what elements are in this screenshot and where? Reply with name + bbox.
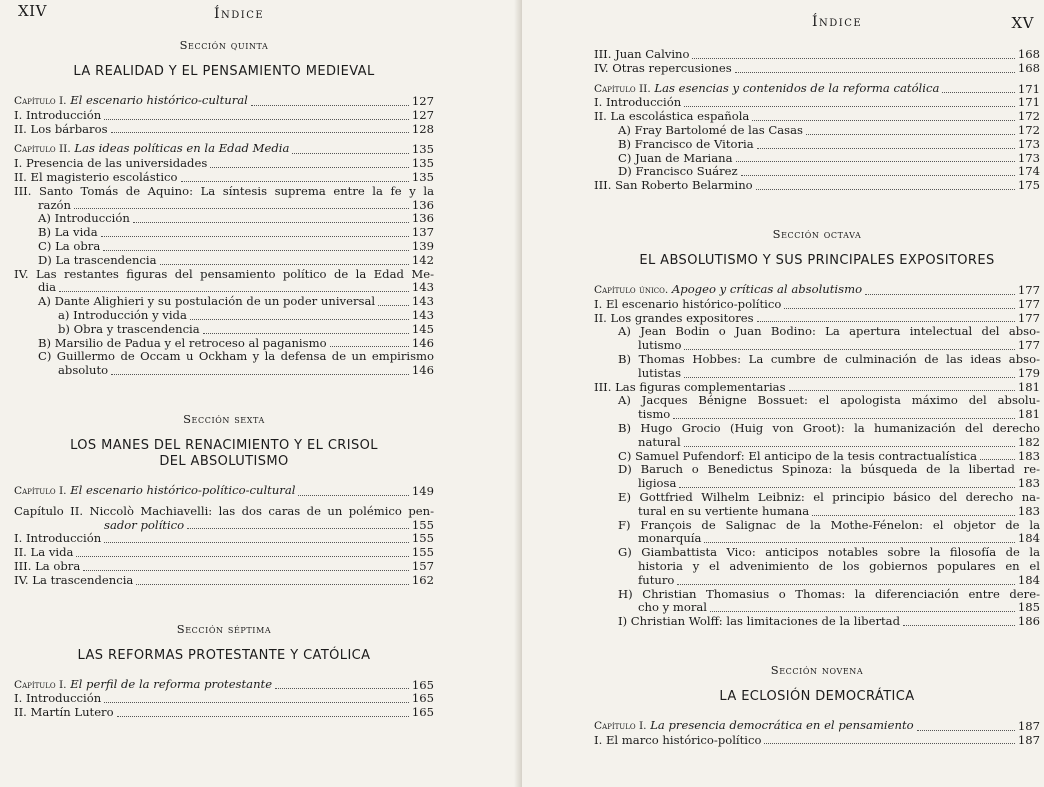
entry-text: D) Baruch o Benedictus Spinoza: la búsqueda de la libertad re-: [618, 462, 1040, 477]
entry-text-continued: tural en su vertiente humana: [638, 503, 810, 518]
toc-entry: [594, 152, 1040, 166]
entry-text: I. Introducción: [14, 107, 102, 122]
page-ref: 165: [411, 677, 434, 692]
entry-text: II. La escolástica española: [594, 109, 750, 124]
entry-text-continued: razón: [38, 197, 72, 212]
entry-text: A) Dante Alighieri y su postulación de un poder universal: [38, 294, 376, 309]
page-ref: 184: [1017, 572, 1040, 587]
toc-entry: [594, 615, 1040, 629]
entry-text: IV. La trascendencia: [14, 572, 134, 587]
entry-text: H) Christian Thomasius o Thomas: la diferenciación entre dere-: [618, 586, 1040, 601]
toc-chapter: [594, 719, 1040, 734]
toc-chapter: [594, 82, 1040, 97]
section-label: Sección sexta: [183, 411, 265, 426]
toc-entry: [14, 254, 434, 268]
entry-text: III. Santo Tomás de Aquino: La síntesis suprema entre la fe y la: [14, 183, 434, 198]
toc-entry: [14, 309, 434, 323]
page-ref: 177: [1017, 310, 1040, 325]
entry-text-continued: natural: [638, 434, 681, 449]
entry-text: III. San Roberto Belarmino: [594, 178, 753, 193]
page-ref: 127: [411, 94, 434, 108]
page-ref: 174: [1017, 164, 1040, 179]
page-ref: 185: [1017, 600, 1040, 615]
page-ref: 128: [411, 121, 434, 136]
chapter-title: El perfil de la reforma protestante: [70, 676, 273, 691]
toc-entry: [594, 450, 1040, 464]
page-number: XIV: [18, 2, 47, 20]
toc-entry: [14, 323, 434, 337]
entry-text: G) Giambattista Vico: anticipos notables sobre la filosofía de la: [618, 545, 1040, 560]
toc-entry: [594, 62, 1040, 76]
toc-entry: [14, 546, 434, 560]
entry-text: A) Jacques Bénigne Bossuet: el apologista máximo del absolu-: [618, 393, 1040, 408]
section-label: Sección novena: [770, 662, 864, 677]
page-ref: 136: [411, 197, 434, 212]
page-ref: 135: [411, 169, 434, 184]
page-number: XV: [1011, 14, 1034, 32]
toc-entry: [14, 560, 434, 574]
page-ref: 146: [411, 363, 434, 378]
page-ref: 136: [411, 211, 434, 226]
entry-text: E) Gottfried Wilhelm Leibniz: el principio básico del derecho na-: [618, 489, 1040, 504]
page-ref: 181: [1017, 379, 1040, 394]
entry-text: III. Juan Calvino: [594, 47, 690, 61]
toc-entry: [14, 532, 434, 546]
entry-text: D) Francisco Suárez: [618, 164, 738, 179]
chapter-label: Capítulo II.: [14, 503, 84, 518]
toc-entry: [594, 519, 1040, 547]
running-head-left: [14, 0, 434, 34]
right-page: [522, 0, 1044, 787]
entry-text-continued: absoluto: [58, 363, 109, 378]
toc-entry: [594, 422, 1040, 450]
entry-text: II. La vida: [14, 545, 74, 560]
page-ref: 182: [1017, 434, 1040, 449]
section-label: Sección séptima: [176, 621, 272, 636]
page-ref: 177: [1017, 282, 1040, 297]
toc-entry: [14, 185, 434, 213]
entry-text: I. El marco histórico-político: [594, 732, 762, 747]
chapter-label: Capítulo II.: [594, 82, 651, 95]
chapter-title: El escenario histórico-cultural: [70, 93, 248, 107]
toc-chapter: [14, 678, 434, 693]
page-ref: 139: [411, 238, 434, 253]
toc-entry: [14, 123, 434, 137]
page-ref: 173: [1017, 136, 1040, 151]
toc-entry: [14, 240, 434, 254]
entry-text-continued: lutismo: [638, 338, 682, 353]
entry-text: I. Introducción: [594, 95, 682, 110]
entry-text: II. El magisterio escolástico: [14, 169, 178, 184]
entry-text: B) Francisco de Vitoria: [618, 136, 754, 151]
chapter-label: Capítulo II.: [14, 143, 71, 156]
entry-text: I. El escenario histórico-político: [594, 296, 782, 311]
page-ref: 187: [1017, 718, 1040, 733]
chapter-label: Capítulo I.: [14, 678, 67, 691]
toc-entry: [14, 212, 434, 226]
toc-entry: [594, 138, 1040, 152]
entry-text: A) Jean Bodin o Juan Bodino: La apertura intelectual del abso-: [618, 324, 1040, 339]
entry-text-continued: ligiosa: [638, 476, 677, 491]
entry-text: III. Las figuras complementarias: [594, 379, 786, 394]
toc-entry: [594, 179, 1040, 193]
section-label: Sección quinta: [179, 38, 269, 52]
toc-entry: [14, 706, 434, 720]
running-head-title: Índice: [214, 6, 265, 22]
page-ref: 145: [411, 321, 434, 336]
chapter-label: Capítulo I.: [14, 95, 67, 107]
page-ref: 184: [1017, 531, 1040, 546]
entry-text: II. Los bárbaros: [14, 121, 108, 136]
entry-text: II. Los grandes expositores: [594, 310, 754, 325]
section-title: LAS REFORMAS PROTESTANTE Y CATÓLICA: [77, 647, 371, 663]
toc-entry: [14, 268, 434, 296]
page-ref: 143: [411, 307, 434, 322]
entry-text: B) Thomas Hobbes: La cumbre de culminación de las ideas abso-: [618, 351, 1040, 366]
toc-entry: [594, 491, 1040, 519]
entry-text: IV. Otras repercusiones: [594, 60, 732, 75]
section-title: [14, 438, 434, 470]
running-head-right: [594, 0, 1040, 34]
toc-entry: [594, 463, 1040, 491]
chapter-title: El escenario histórico-político-cultural: [70, 482, 296, 497]
toc-entry: [14, 337, 434, 351]
toc-chapter: [14, 142, 434, 157]
toc-entry: [14, 295, 434, 309]
toc-entry: [14, 226, 434, 240]
page-ref: 181: [1017, 407, 1040, 422]
toc-entry: [594, 298, 1040, 312]
toc-entry: [594, 165, 1040, 179]
page-ref: 143: [411, 280, 434, 295]
toc-entry: [594, 325, 1040, 353]
toc-entry: [594, 394, 1040, 422]
entry-text: a) Introducción y vida: [58, 307, 187, 322]
chapter-title-continued: sador político: [104, 517, 185, 532]
entry-text-continued: cho y moral: [638, 600, 707, 615]
toc-chapter: [14, 94, 434, 109]
page-ref: 127: [411, 107, 434, 122]
entry-text: C) Guillermo de Occam u Ockham y la defensa de un empirismo: [38, 349, 434, 364]
page-ref: 183: [1017, 476, 1040, 491]
chapter-label: Capítulo I.: [594, 719, 647, 732]
toc-chapter: [14, 484, 434, 499]
section-title: LA ECLOSIÓN DEMOCRÁTICA: [719, 688, 915, 704]
page-ref: 168: [1017, 60, 1040, 75]
section-title: LA REALIDAD Y EL PENSAMIENTO MEDIEVAL: [73, 64, 375, 79]
page-ref: 183: [1017, 448, 1040, 463]
page-ref: 177: [1017, 296, 1040, 311]
entry-text: IV. Las restantes figuras del pensamiento político de la Edad Me-: [14, 266, 434, 281]
page-ref: 157: [411, 558, 434, 573]
page-ref: 162: [411, 572, 434, 587]
entry-text: I. Introducción: [14, 691, 102, 706]
page-ref: 172: [1017, 109, 1040, 124]
entry-text: F) François de Salignac de la Mothe-Fénelon: el objetor de la: [618, 517, 1040, 532]
chapter-title: Las ideas políticas en la Edad Media: [74, 141, 290, 156]
entry-text: B) Marsilio de Padua y el retroceso al paganismo: [38, 335, 327, 350]
chapter-label: Capítulo único.: [594, 283, 669, 296]
page-ref: 135: [411, 142, 434, 157]
running-head-title: Índice: [812, 14, 863, 30]
page-ref: 186: [1017, 614, 1040, 629]
toc-entry: [594, 588, 1040, 616]
entry-text-continued: lutistas: [638, 365, 682, 380]
chapter-title: Las esencias y contenidos de la reforma católica: [654, 80, 940, 95]
entry-text: I. Introducción: [14, 531, 102, 546]
page-ref: 155: [411, 517, 434, 532]
toc-entry: [594, 96, 1040, 110]
page-ref: 165: [411, 691, 434, 706]
toc-entry: [14, 109, 434, 123]
page-ref: 177: [1017, 338, 1040, 353]
page-ref: 168: [1017, 47, 1040, 61]
toc-chapter: [594, 283, 1040, 298]
entry-text: I) Christian Wolff: las limitaciones de la libertad: [618, 614, 900, 629]
toc-entry: [594, 312, 1040, 326]
toc-entry: [14, 574, 434, 588]
entry-text: D) La trascendencia: [38, 252, 157, 267]
section-title-line: LOS MANES DEL RENACIMIENTO Y EL CRISOL: [70, 437, 378, 453]
entry-text-continued: dia: [38, 280, 57, 295]
entry-text: III. La obra: [14, 558, 81, 573]
page-ref: 137: [411, 225, 434, 240]
page-ref: 171: [1017, 81, 1040, 96]
section-title: EL ABSOLUTISMO Y SUS PRINCIPALES EXPOSITORES: [639, 252, 995, 268]
entry-text: C) Samuel Pufendorf: El anticipo de la tesis contractualística: [618, 448, 978, 463]
page-ref: 165: [411, 705, 434, 720]
toc-entry: [14, 692, 434, 706]
page-ref: 172: [1017, 122, 1040, 137]
page-ref: 183: [1017, 503, 1040, 518]
toc-entry: [594, 381, 1040, 395]
entry-text: B) Hugo Grocio (Huig von Groot): la humanización del derecho: [618, 420, 1040, 435]
page-ref: 155: [411, 545, 434, 560]
entry-text: B) La vida: [38, 225, 98, 240]
chapter-title: Apogeo y críticas al absolutismo: [671, 281, 863, 296]
page-ref: 146: [411, 335, 434, 350]
entry-text-continued: tismo: [638, 407, 671, 422]
page-ref: 149: [411, 483, 434, 498]
chapter-title: Niccolò Machiavelli: las dos caras de un polémico pen-: [89, 503, 434, 518]
page-ref: 187: [1017, 732, 1040, 747]
entry-text: I. Presencia de las universidades: [14, 156, 208, 171]
page-ref: 142: [411, 252, 434, 267]
page-ref: 175: [1017, 178, 1040, 193]
toc-entry: [594, 110, 1040, 124]
entry-text-continued: futuro: [638, 572, 675, 587]
page-ref: 135: [411, 156, 434, 171]
page-ref: 143: [411, 294, 434, 309]
page-ref: 173: [1017, 150, 1040, 165]
toc-entry: [594, 546, 1040, 587]
entry-text-continued: historia y el advenimiento de los gobiernos populares en el: [638, 558, 1040, 573]
entry-text: C) Juan de Mariana: [618, 150, 733, 165]
entry-text: II. Martín Lutero: [14, 705, 114, 720]
toc-chapter: [14, 505, 434, 533]
chapter-label: Capítulo I.: [14, 484, 67, 497]
toc-entry: [14, 350, 434, 378]
entry-text: A) Introducción: [38, 211, 130, 226]
entry-text: C) La obra: [38, 238, 101, 253]
page-ref: 155: [411, 531, 434, 546]
toc-entry: [594, 48, 1040, 62]
toc-entry: [594, 734, 1040, 748]
toc-entry: [14, 157, 434, 171]
section-title-line: DEL ABSOLUTISMO: [159, 453, 289, 469]
toc-entry: [594, 124, 1040, 138]
entry-text: b) Obra y trascendencia: [58, 321, 200, 336]
toc-entry: [594, 353, 1040, 381]
page-ref: 179: [1017, 365, 1040, 380]
entry-text: A) Fray Bartolomé de las Casas: [618, 122, 803, 137]
entry-text-continued: monarquía: [638, 531, 702, 546]
chapter-title: La presencia democrática en el pensamiento: [650, 717, 914, 732]
section-label: Sección octava: [772, 226, 862, 241]
toc-entry: [14, 171, 434, 185]
page-ref: 171: [1017, 95, 1040, 110]
